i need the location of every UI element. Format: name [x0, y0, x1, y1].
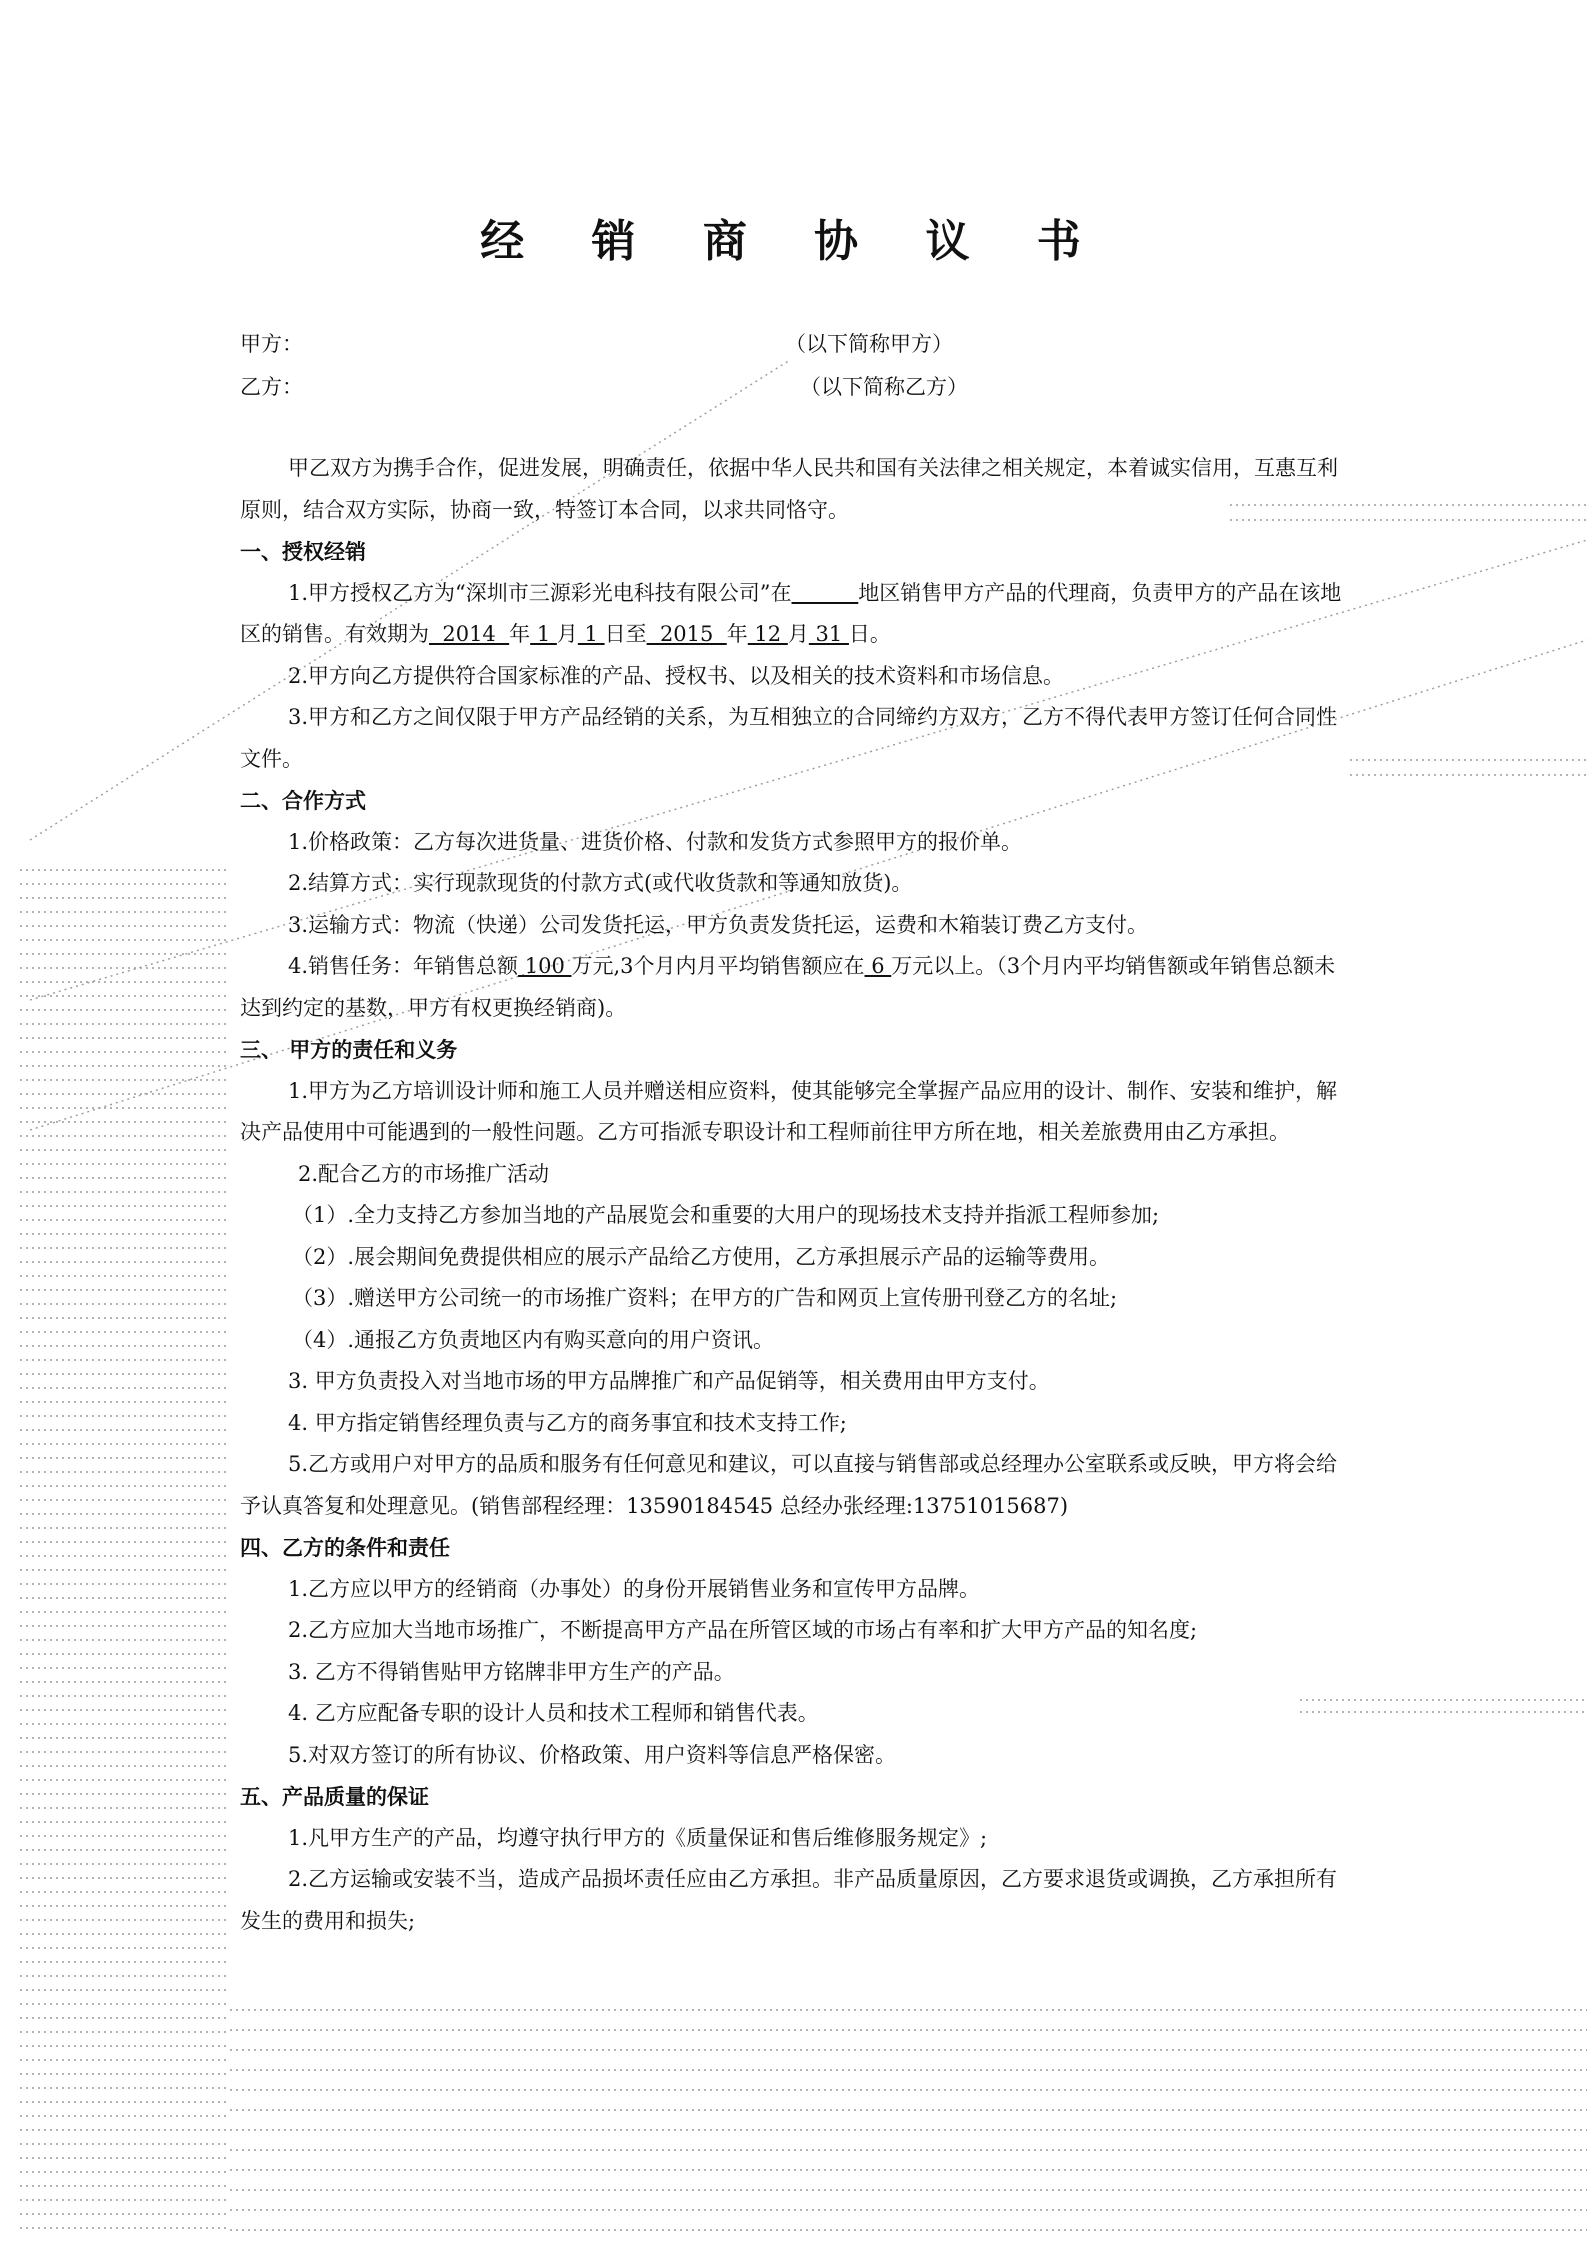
section-3-item-2-3: （3）.赠送甲方公司统一的市场推广资料；在甲方的广告和网页上宣传册刊登乙方的名址;	[292, 1286, 1118, 1310]
text-span: 日至	[604, 622, 647, 646]
end-month: 12	[747, 622, 788, 646]
section-4-item-2: 2.乙方应加大当地市场推广，不断提高甲方产品在所管区域的市场占有率和扩大甲方产品的知名度;	[288, 1618, 1198, 1642]
section-3-item-2-2: （2）.展会期间免费提供相应的展示产品给乙方使用，乙方承担展示产品的运输等费用。	[292, 1244, 1111, 1269]
text-span: 年	[726, 622, 748, 646]
party-b-line	[240, 371, 968, 401]
text-span: 万元,3个月内月平均销售额应在	[571, 954, 865, 978]
text-span: 地区销售甲方产品的代理商，负责甲方的产品在该地区的销售。有效期为	[240, 580, 1342, 646]
contract-body	[240, 448, 1348, 1942]
section-1-item-2: 2.甲方向乙方提供符合国家标准的产品、授权书、以及相关的技术资料和市场信息。	[288, 663, 1065, 688]
text-span: 月	[787, 622, 809, 646]
document-title: 经 销 商 协 议 书	[480, 216, 1107, 267]
section-2-item-2: 2.结算方式：实行现款现货的付款方式(或代收货款和等通知放货)。	[288, 871, 913, 895]
party-a-line	[240, 328, 953, 358]
section-3-item-1: 1.甲方为乙方培训设计师和施工人员并赠送相应资料，使其能够完全掌握产品应用的设计、制作、安装和维护，解决产品使用中可能遇到的一般性问题。乙方可指派专职设计和工程师前往甲方所在地，相关差旅费用由乙方承担。	[240, 1078, 1338, 1144]
text-span: 4.销售任务：年销售总额	[288, 954, 519, 978]
section-3-item-2: 2.配合乙方的市场推广活动	[298, 1161, 550, 1186]
text-span: 万元以上。（3个月内平均销售额或年销售总额未达到约定的基数，甲方有权更换经销商)。	[240, 954, 1336, 1020]
section-3-heading: 三、 甲方的责任和义务	[240, 1037, 458, 1062]
section-2-item-4	[240, 946, 1348, 1029]
section-3-item-4: 4. 甲方指定销售经理负责与乙方的商务事宜和技术支持工作;	[288, 1410, 847, 1435]
intro-paragraph: 甲乙双方为携手合作，促进发展，明确责任，依据中华人民共和国有关法律之相关规定，本着诚实信用，互惠互利原则，结合双方实际，协商一致，特签订本合同，以求共同恪守。	[240, 456, 1338, 522]
end-day: 31	[808, 622, 849, 646]
section-1-heading: 一、授权经销	[240, 539, 366, 564]
start-year: 2014	[429, 622, 510, 646]
region-blank	[792, 581, 859, 605]
section-3-item-3: 3. 甲方负责投入对当地市场的甲方品牌推广和产品促销等，相关费用由甲方支付。	[288, 1369, 1050, 1393]
party-b-label: 乙方：	[240, 375, 303, 399]
section-3-item-2-4: （4）.通报乙方负责地区内有购买意向的用户资讯。	[292, 1327, 775, 1352]
monthly-sales-target: 6	[864, 954, 892, 978]
section-1-item-1	[240, 573, 1348, 656]
text-span: 日。	[848, 622, 891, 646]
party-a-note: （以下简称甲方）	[785, 332, 953, 356]
section-2-item-1: 1.价格政策：乙方每次进货量、进货价格、付款和发货方式参照甲方的报价单。	[288, 829, 1023, 854]
section-4-item-3: 3. 乙方不得销售贴甲方铭牌非甲方生产的产品。	[288, 1659, 735, 1684]
section-5-item-2: 2.乙方运输或安装不当，造成产品损坏责任应由乙方承担。非产品质量原因，乙方要求退货或调换，乙方承担所有发生的费用和损失;	[240, 1867, 1338, 1933]
annual-sales-target: 100	[518, 954, 572, 978]
section-5-heading: 五、产品质量的保证	[240, 1784, 429, 1809]
text-span: 年	[509, 622, 531, 646]
section-4-item-5: 5.对双方签订的所有协议、价格政策、用户资料等信息严格保密。	[288, 1742, 897, 1767]
party-a-label: 甲方：	[240, 332, 303, 356]
section-3-item-2-1: （1）.全力支持乙方参加当地的产品展览会和重要的大用户的现场技术支持并指派工程师参加;	[292, 1203, 1160, 1227]
section-2-item-3: 3.运输方式：物流（快递）公司发货托运，甲方负责发货托运，运费和木箱装订费乙方支付。	[288, 912, 1149, 937]
section-4-item-4: 4. 乙方应配备专职的设计人员和技术工程师和销售代表。	[288, 1701, 819, 1725]
section-5-item-1: 1.凡甲方生产的产品，均遵守执行甲方的《质量保证和售后维修服务规定》;	[288, 1825, 988, 1850]
start-month: 1	[530, 622, 557, 646]
end-year: 2015	[646, 622, 727, 646]
section-3-item-5: 5.乙方或用户对甲方的品质和服务有任何意见和建议，可以直接与销售部或总经理办公室联系或反映，甲方将会给予认真答复和处理意见。(销售部程经理：13590184545 总经办张经理:13751015687)	[240, 1452, 1338, 1518]
party-b-note: （以下简称乙方）	[800, 375, 968, 399]
section-4-heading: 四、乙方的条件和责任	[240, 1535, 450, 1560]
section-2-heading: 二、合作方式	[240, 788, 366, 813]
start-day: 1	[577, 622, 605, 646]
text-span: 月	[556, 622, 578, 646]
section-1-item-3: 3.甲方和乙方之间仅限于甲方产品经销的关系，为互相独立的合同缔约方双方，乙方不得代表甲方签订任何合同性文件。	[240, 705, 1338, 771]
section-4-item-1: 1.乙方应以甲方的经销商（办事处）的身份开展销售业务和宣传甲方品牌。	[288, 1576, 981, 1601]
text-span: 1.甲方授权乙方为“深圳市三源彩光电科技有限公司”在	[288, 580, 792, 605]
